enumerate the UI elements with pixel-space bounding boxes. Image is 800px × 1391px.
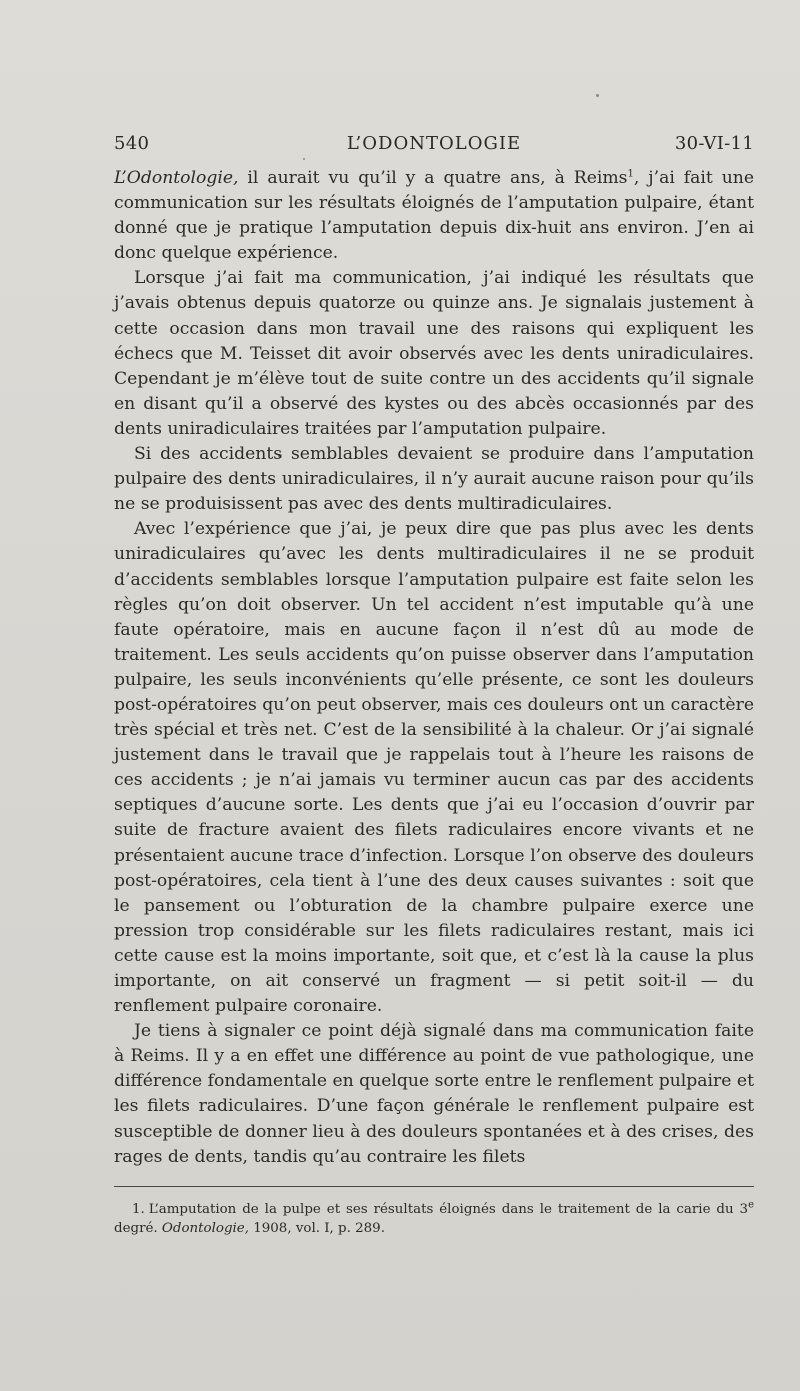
paragraph-2: Lorsque j’ai fait ma communication, j’ai indiqué les résultats que j’avais obtenus depuis quatorze ou quinze ans. Je signalais justement à cette occasion dans mon travail une des raisons qui expliquent les échecs que M. Teisset dit avoir observés avec les dents uniradiculaires. Cependant je m’élève tout de suite contre un des accidents qu’il signale en disant qu’il a observé des kystes ou des abcès occasionnés par des dents uniradiculaires traitées par l’amputation pulpaire. [114,268,754,439]
footnote-degree-superscript: e [748,1199,754,1211]
paragraph-3: Si des accidents semblables devaient se produire dans l’amputation pulpaire des dents uniradiculaires, il n’y aurait aucune raison pour qu’ils ne se produisissent pas avec des dents multiradiculaires. [114,444,754,515]
issue-date: 30-VI-11 [674,133,754,154]
paragraph-4: Avec l’expérience que j’ai, je peux dire que pas plus avec les dents uniradiculaires qu’avec les dents multiradiculaires il ne se produit d’accidents semblables lorsque l’amputation pulpaire est faite selon les règles qu’on doit observer. Un tel accident n’est imputable qu’à une faute opératoire, mais en aucune façon il n’est dû au mode de traitement. Les seuls accidents qu’on puisse observer dans l’amputation pulpaire, les seuls inconvénients qu’elle présente, ce sont les douleurs post-opératoires qu’on peut observer, mais ces douleurs ont un caractère très spécial et très net. C’est de la sensibilité à la chaleur. Or j’ai signalé justement dans le travail que je rappelais tout à l’heure les raisons de ces accidents ; je n’ai jamais vu terminer aucun cas par des accidents septiques d’aucune sorte. Les dents que j’ai eu l’occasion d’ouvrir par suite de fracture avaient des filets radiculaires encore vivants et ne présentaient aucune trace d’infection. Lorsque l’on observe des douleurs post-opératoires, cela tient à l’une des deux causes suivantes : soit que le pansement ou l’obturation de la chambre pulpaire exerce une pression trop considérable sur les filets radiculaires restant, mais ici cette cause est la moins importante, soit que, et c’est là la cause la plus importante, on ait conservé un fragment — si petit soit-il — du renflement pulpaire coronaire. [114,519,754,1017]
footnote-text-c: 1908, vol. I, p. 289. [248,1221,385,1236]
footnote-text-a: L’amputation de la pulpe et ses résultats éloignés dans le traitement de la carie du 3 [148,1202,749,1217]
paragraph-5: Je tiens à signaler ce point déjà signalé dans ma communication faite à Reims. Il y a en effet une différence au point de vue pathologique, une différence fondamentale en quelque sorte entre le renflement pulpaire et les filets radiculaires. D’une façon générale le renflement pulpaire est susceptible de donner lieu à des douleurs spontanées et à des crises, des rages de dents, tandis qu’au contraire les filets [114,1021,754,1167]
journal-name-italic: L’Odontologie, [114,168,239,188]
footnote-separator [114,1186,754,1187]
running-header [114,131,754,157]
paragraph-1 [114,166,754,266]
paragraph-1-text-a: il aurait vu qu’il y a quatre ans, à Reims [238,168,628,188]
journal-title: L’ODONTOLOGIE [346,133,522,154]
paper-speck [303,158,305,160]
footnote [114,1200,754,1238]
footnote-number: 1. [132,1202,145,1217]
footnote-journal-italic: Odontologie, [161,1221,249,1236]
article-body [114,166,754,1170]
paper-speck [596,94,599,97]
paragraph-1-text-b: , j’ai fait une communication sur les résultats éloignés de l’amputation pulpaire, étant donné que je pratique l’amputation depuis dix-huit ans environ. J’en ai donc quelque expérience. [114,168,755,264]
footnote-reference: 1 [627,168,634,180]
footnote-text-b: degré. [114,1221,162,1236]
page-number: 540 [114,133,150,154]
